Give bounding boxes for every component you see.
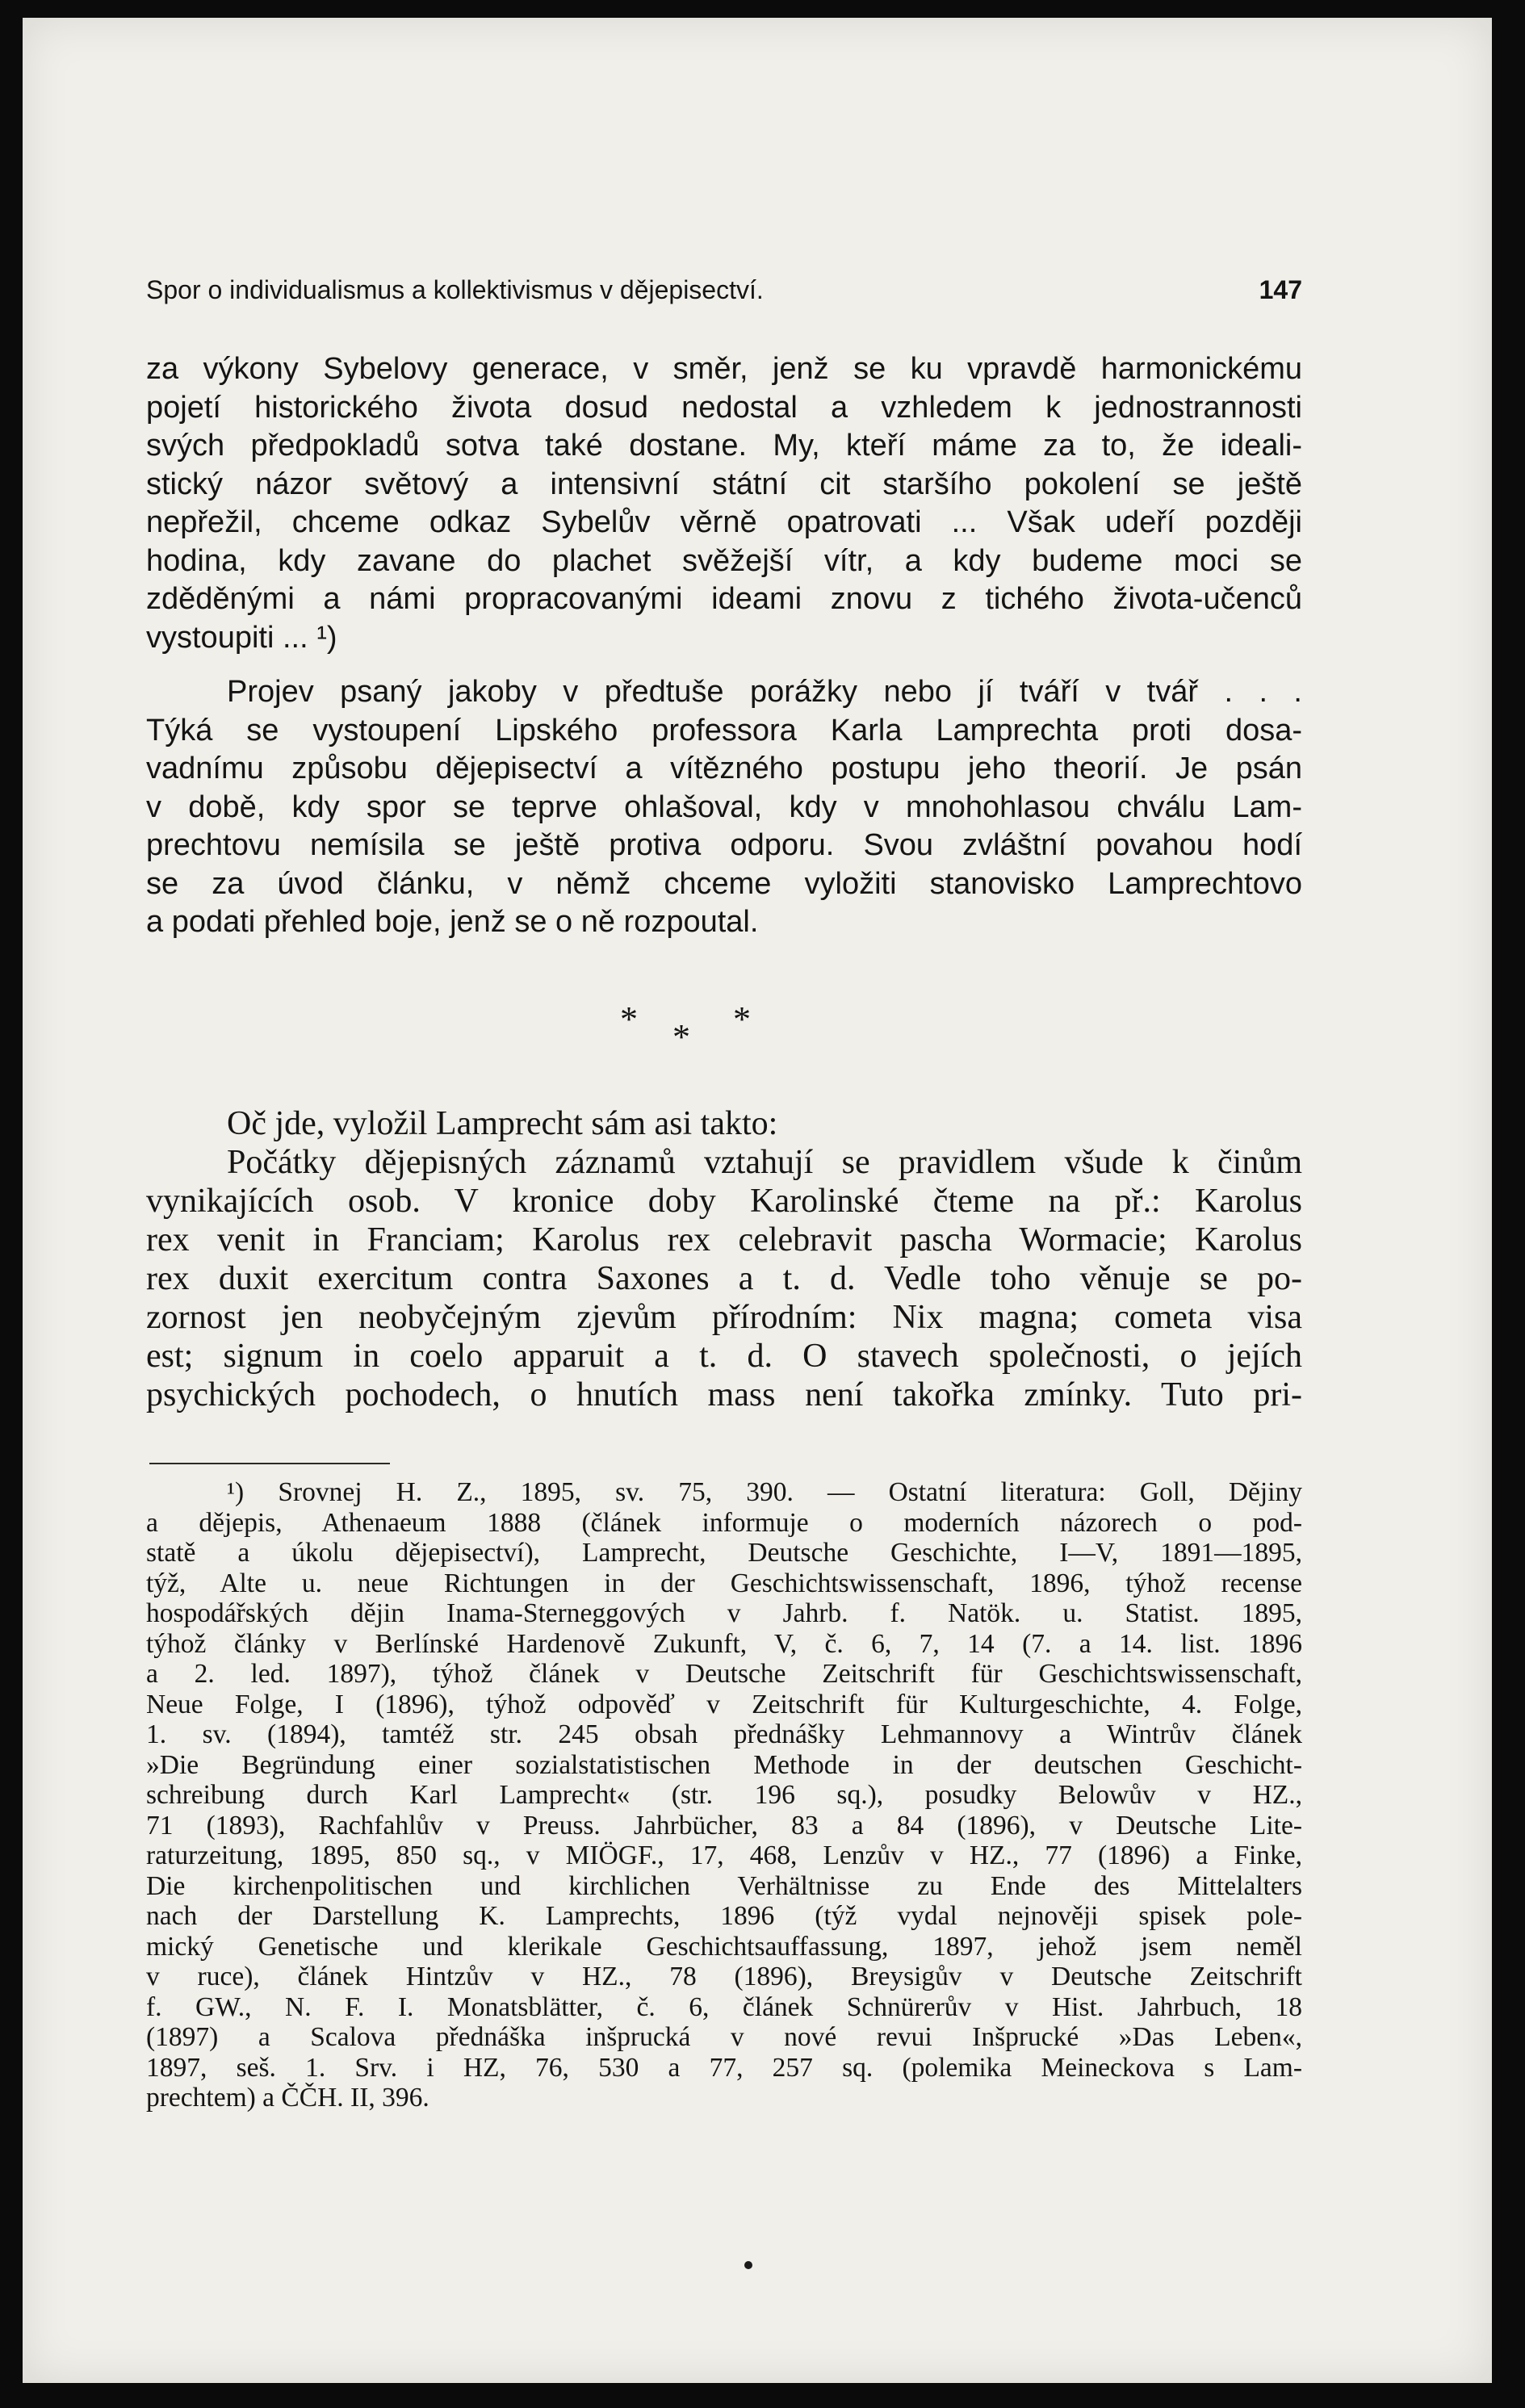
text-line: zděděnými a námi propracovanými ideami znovu z tichého života-učenců xyxy=(146,582,1302,616)
text-line: Týká se vystoupení Lipského professora Karla Lamprechta proti dosa- xyxy=(146,713,1302,748)
text-line: vynikajících osob. V kronice doby Karolinské čteme na př.: Karolus xyxy=(146,1183,1302,1220)
footnote-line: Die kirchenpolitischen und kirchlichen Verhältnisse zu Ende des Mittelalters xyxy=(146,1870,1302,1901)
footnote-line: Neue Folge, I (1896), týhož odpověď v Zeitschrift für Kulturgeschichte, 4. Folge, xyxy=(146,1689,1302,1719)
section-body xyxy=(146,1104,1302,1414)
footnote-line: (1897) a Scalova přednáška inšprucká v nové revui Inšprucké »Das Leben«, xyxy=(146,2022,1302,2052)
text-line: rex duxit exercitum contra Saxones a t. d. Vedle toho věnuje se po- xyxy=(146,1260,1302,1297)
text-line: a podati přehled boje, jenž se o ně rozpoutal. xyxy=(146,905,759,939)
text-line: pojetí historického života dosud nedostal a vzhledem k jednostrannosti xyxy=(146,390,1302,425)
text-line: v době, kdy spor se teprve ohlašoval, kdy v mnohohlasou chválu Lam- xyxy=(146,789,1302,824)
text-line: prechtovu nemísila se ještě protiva odporu. Svou zvláštní povahou hodí xyxy=(146,828,1302,862)
footnote-rule xyxy=(149,1463,390,1464)
asterisk: * xyxy=(620,999,638,1039)
footnote-line: hospodářských dějin Inama-Sterneggových v Jahrb. f. Natök. u. Statist. 1895, xyxy=(146,1598,1302,1628)
text-line: nepřežil, chceme odkaz Sybelův věrně opatrovati ... Však udeří později xyxy=(146,505,1302,539)
footnote-line: nach der Darstellung K. Lamprechts, 1896 (týž vydal nejnověji spisek pole- xyxy=(146,1901,1302,1931)
running-title: Spor o individualismus a kollektivismus v dějepisectví. xyxy=(146,275,764,304)
book-page xyxy=(23,18,1492,2383)
paragraph-projev xyxy=(146,673,1302,942)
text-line: svých předpokladů sotva také dostane. My, kteří máme za to, že ideali- xyxy=(146,429,1302,463)
text-line: zornost jen neobyčejným zjevům přírodním: Nix magna; cometa visa xyxy=(146,1299,1302,1336)
footnote-line: 1897, seš. 1. Srv. i HZ, 76, 530 a 77, 257 sq. (polemika Meineckova s Lam- xyxy=(146,2052,1302,2083)
page-number: 147 xyxy=(1259,275,1302,304)
footnote-line: ¹) Srovnej H. Z., 1895, sv. 75, 390. — Ostatní literatura: Goll, Dějiny xyxy=(227,1477,1302,1507)
footnote-line: f. GW., N. F. I. Monatsblätter, č. 6, článek Schnürerův v Hist. Jahrbuch, 18 xyxy=(146,1991,1302,2022)
print-speck xyxy=(744,2261,752,2269)
footnote-line: raturzeitung, 1895, 850 sq., v MIÖGF., 17, 468, Lenzův v HZ., 77 (1896) a Finke, xyxy=(146,1841,1302,1870)
footnote-line: a 2. led. 1897), týhož článek v Deutsche Zeitschrift für Geschichtswissenschaft, xyxy=(146,1659,1302,1689)
footnote-line: »Die Begründung einer sozialstatistischen Methode in der deutschen Geschicht- xyxy=(146,1749,1302,1780)
footnote-line: prechtem) a ČČH. II, 396. xyxy=(146,2083,429,2113)
text-line: psychických pochodech, o hnutích mass není takořka zmínky. Tuto pri- xyxy=(146,1376,1302,1413)
footnote-line: a dějepis, Athenaeum 1888 (článek informuje o moderních názorech o pod- xyxy=(146,1507,1302,1538)
text-line: Projev psaný jakoby v předtuše porážky nebo jí tváří v tvář . . . xyxy=(227,675,1302,709)
text-line: vadnímu způsobu dějepisectví a vítězného postupu jeho theorií. Je psán xyxy=(146,752,1302,785)
footnote xyxy=(146,1477,1302,2113)
text-line: se za úvod článku, v němž chceme vyložiti stanovisko Lamprechtovo xyxy=(146,866,1302,901)
footnote-line: týhož články v Berlínské Hardenově Zukunft, V, č. 6, 7, 14 (7. a 14. list. 1896 xyxy=(146,1628,1302,1659)
running-header xyxy=(146,270,1302,310)
footnote-line: 71 (1893), Rachfahlův v Preuss. Jahrbücher, 83 a 84 (1896), v Deutsche Lite- xyxy=(146,1810,1302,1841)
footnote-line: v ruce), článek Hintzův v HZ., 78 (1896), Breysigův v Deutsche Zeitschrift xyxy=(146,1962,1302,1991)
footnote-line: týž, Alte u. neue Richtungen in der Geschichtswissenschaft, 1896, týhož recense xyxy=(146,1568,1302,1598)
section-separator xyxy=(620,999,830,1055)
asterisk: * xyxy=(672,1017,690,1057)
text-line: Oč jde, vyložil Lamprecht sám asi takto: xyxy=(227,1105,778,1142)
text-line: vystoupiti ... ¹) xyxy=(146,620,337,655)
footnote-line: statě a úkolu dějepisectví), Lamprecht, Deutsche Geschichte, I—V, 1891—1895, xyxy=(146,1538,1302,1568)
text-line: za výkony Sybelovy generace, v směr, jenž se ku vpravdě harmonickému xyxy=(146,352,1302,386)
text-line: est; signum in coelo apparuit a t. d. O stavech společnosti, o jejích xyxy=(146,1338,1302,1375)
text-line: rex venit in Franciam; Karolus rex celebravit pascha Wormacie; Karolus xyxy=(146,1221,1302,1258)
footnote-line: mický Genetische und klerikale Geschichtsauffassung, 1897, jehož jsem neměl xyxy=(146,1931,1302,1962)
footnote-line: 1. sv. (1894), tamtéž str. 245 obsah přednášky Lehmannovy a Wintrův článek xyxy=(146,1719,1302,1749)
footnote-line: schreibung durch Karl Lamprecht« (str. 196 sq.), posudky Belowův v HZ., xyxy=(146,1780,1302,1810)
asterisk: * xyxy=(733,999,751,1039)
text-line: Počátky dějepisných záznamů vztahují se pravidlem všude k činům xyxy=(227,1144,1302,1181)
text-line: stický názor světový a intensivní státní cit staršího pokolení se ještě xyxy=(146,467,1302,501)
text-line: hodina, kdy zavane do plachet svěžejší vítr, a kdy budeme moci se xyxy=(146,543,1302,578)
intro-paragraph xyxy=(146,350,1302,657)
